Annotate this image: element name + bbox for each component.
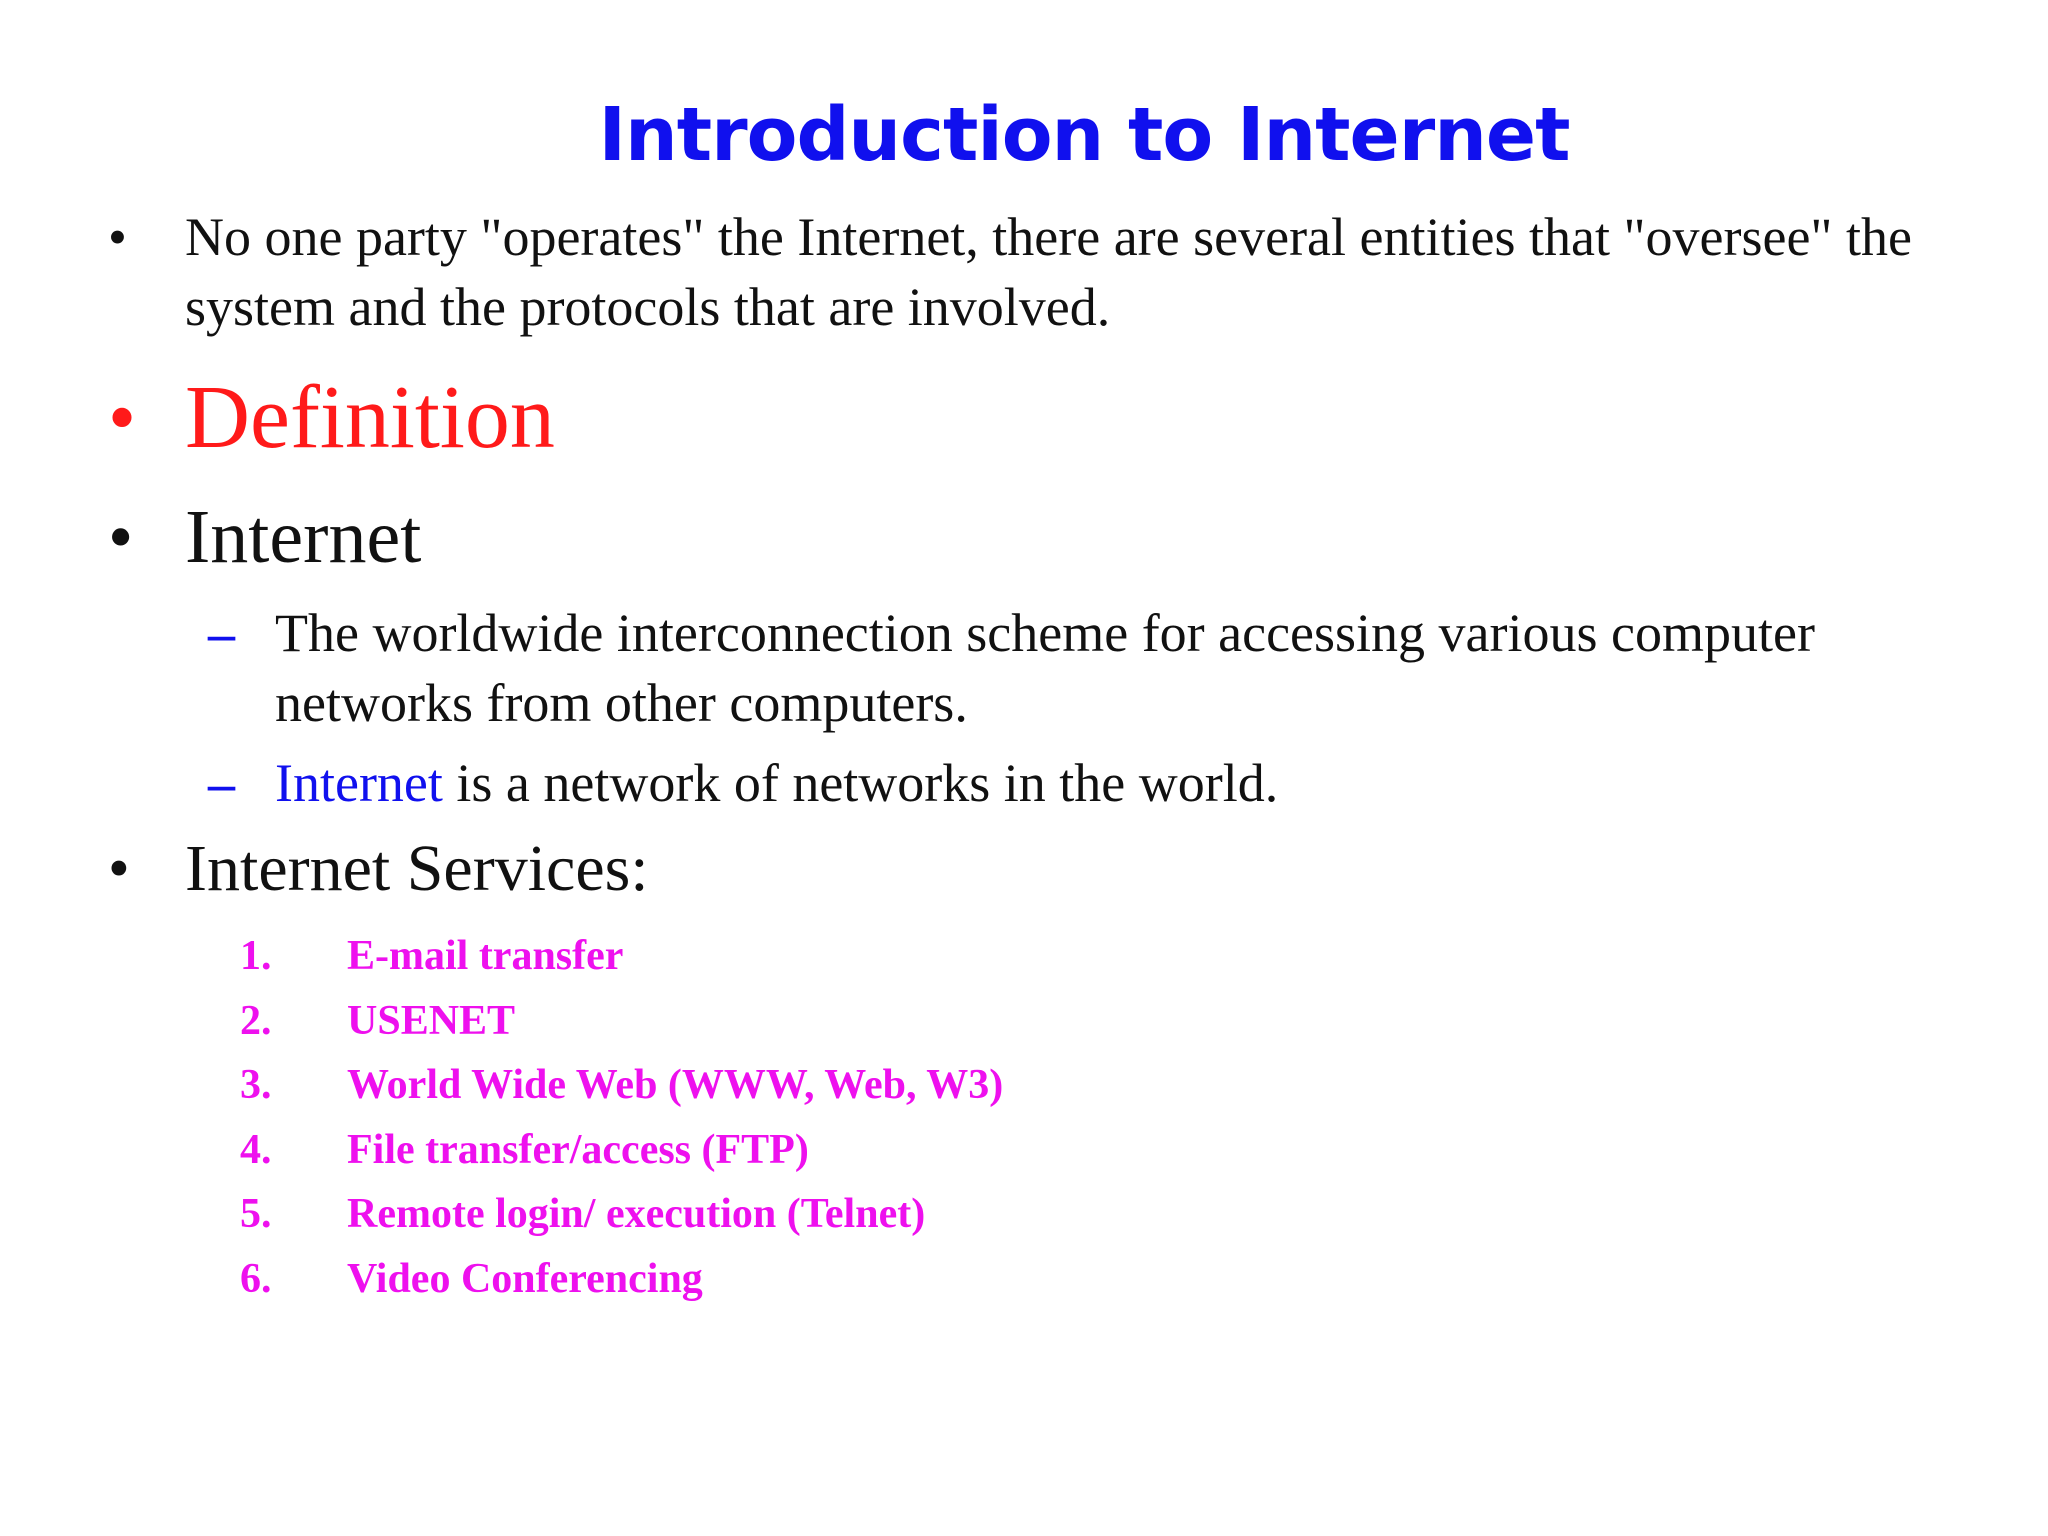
list-label: Video Conferencing (347, 1255, 703, 1302)
services-list (0, 924, 2048, 1312)
dash-marker: – (208, 603, 235, 663)
list-item (0, 1053, 2048, 1118)
intro-text: No one party "operates" the Internet, there are several entities that "oversee" the system and the protocols that are involved. (185, 207, 1912, 337)
list-number: 5. (240, 1191, 272, 1238)
bullet-dot: • (108, 497, 134, 577)
list-item (0, 1247, 2048, 1312)
list-label: USENET (347, 997, 516, 1044)
list-number: 2. (240, 997, 272, 1044)
internet-term: Internet (275, 753, 443, 813)
bullet-dot: • (108, 835, 130, 903)
bullet-dot: • (108, 207, 127, 267)
list-item (0, 1118, 2048, 1183)
internet-definition-text: The worldwide interconnection scheme for accessing various computer networks from other computers. (275, 603, 1815, 733)
list-number: 4. (240, 1126, 272, 1173)
list-label: File transfer/access (FTP) (347, 1126, 809, 1173)
internet-heading: Internet (185, 495, 422, 579)
services-heading: Internet Services: (185, 832, 649, 905)
list-item (0, 1182, 2048, 1247)
list-label: World Wide Web (WWW, Web, W3) (347, 1062, 1004, 1109)
network-of-networks-rest: is a network of networks in the world. (442, 753, 1279, 813)
list-label: E-mail transfer (347, 933, 624, 979)
dash-marker: – (208, 753, 235, 813)
list-label: Remote login/ execution (Telnet) (347, 1191, 926, 1238)
list-number: 6. (240, 1255, 272, 1302)
network-of-networks-text (275, 748, 1988, 818)
list-item (0, 989, 2048, 1054)
slide-title: Introduction to Internet (598, 92, 1570, 178)
list-number: 1. (240, 933, 272, 979)
list-number: 3. (240, 1062, 272, 1109)
bullet-dot: • (108, 374, 137, 462)
definition-heading: Definition (185, 368, 555, 467)
list-item (0, 924, 2048, 989)
